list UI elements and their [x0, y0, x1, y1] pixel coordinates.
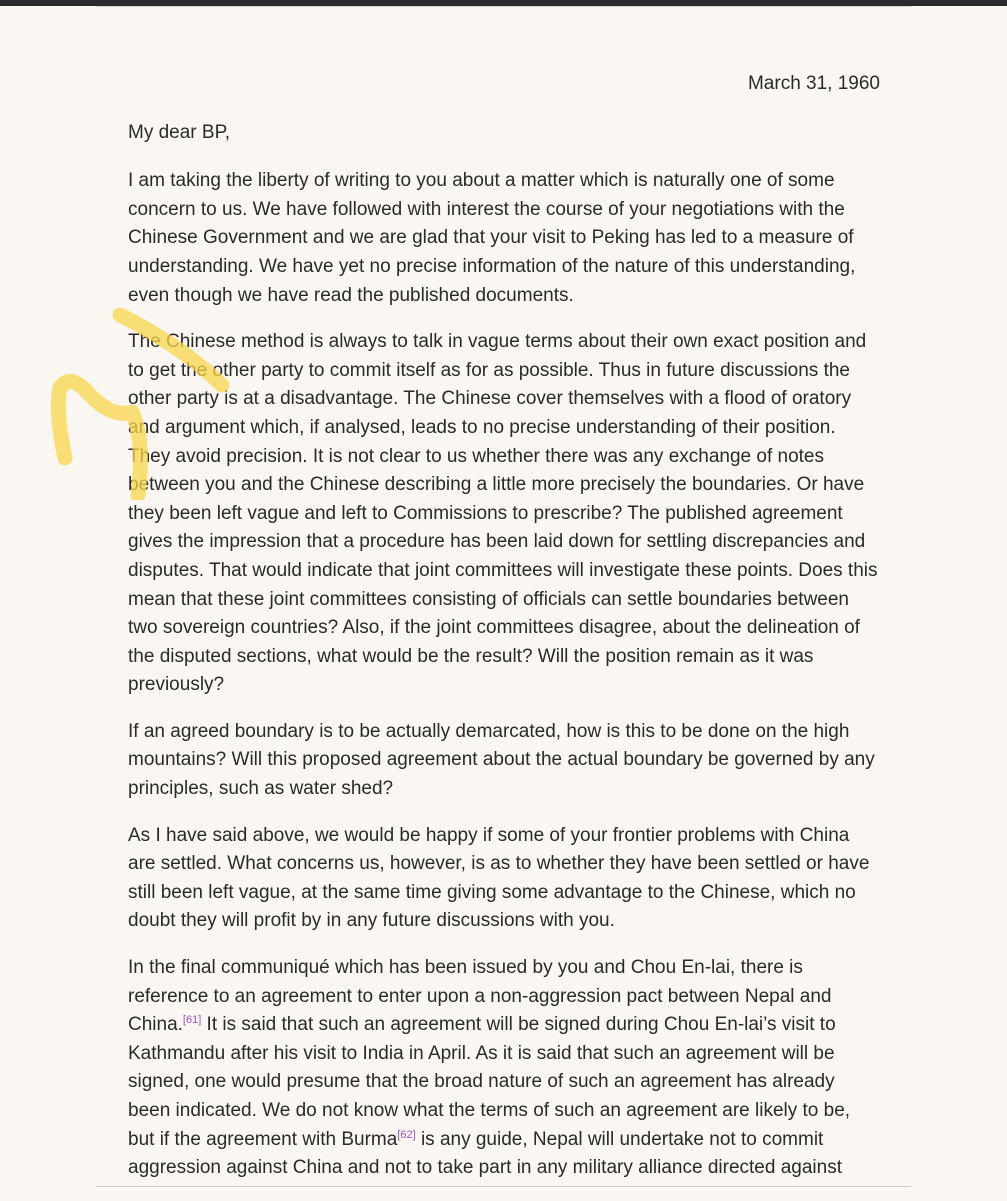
page-top-border — [96, 6, 911, 7]
letter-salutation: My dear BP, — [128, 121, 231, 143]
paragraph-5-text-3: is any guide, Nepal will undertake not to commit aggression against China and not to take part in any military alliance directed against — [128, 1128, 842, 1179]
footnote-link-62[interactable]: [62] — [397, 1128, 416, 1141]
paragraph-5 — [128, 954, 880, 1183]
paragraph-5-text-2: It is said that such an agreement will be signed during Chou En-lai’s visit to Kathmandu after his visit to India in April. As it is said that such an agreement will be signed, one would presume that the broad nature of such an agreement has already been indicated. We do not know what the terms of such an agreement are likely to be, but if the agreement with Burma — [128, 1014, 851, 1150]
paragraph-1: I am taking the liberty of writing to you about a matter which is naturally one of some concern to us. We have followed with interest the course of your negotiations with the Chinese Government and we are glad that your visit to Peking has led to a measure of understanding. We have yet no precise information of the nature of this understanding, even though we have read the published documents. — [128, 170, 856, 306]
paragraph-4: As I have said above, we would be happy if some of your frontier problems with China are settled. What concerns us, however, is as to whether they have been settled or have still been left vague, at the same time giving some advantage to the Chinese, which no doubt they will profit by in any future discussions with you. — [128, 824, 870, 932]
footnote-link-61[interactable]: [61] — [182, 1014, 202, 1027]
letter-date: March 31, 1960 — [747, 73, 880, 94]
letter-body — [128, 70, 880, 1201]
page-bottom-border — [96, 1186, 911, 1187]
paragraph-5-text-1: In the final communiqué which has been issued by you and Chou En-lai, there is reference to an agreement to enter upon a non-aggression pact between Nepal and China. — [128, 957, 832, 1036]
paragraph-3: If an agreed boundary is to be actually demarcated, how is this to be done on the high mountains? Will this proposed agreement about the actual boundary be governed by any principles, such as water shed? — [128, 720, 875, 800]
paragraph-2: The Chinese method is always to talk in vague terms about their own exact position and to get the other party to commit itself as for as possible. Thus in future discussions the other party is at a disadvantage. The Chinese cover themselves with a flood of oratory and argument which, if analysed, leads to no precise understanding of their position. They avoid precision. It is not clear to us whether there was any exchange of notes between you and the Chinese describing a little more precisely the boundaries. Or have they been left vague and left to Commissions to prescribe? The published agreement gives the impression that a procedure has been laid down for settling discrepancies and disputes. That would indicate that joint committees will investigate these points. Does this mean that these joint committees consisting of officials can settle boundaries between two sovereign countries? Also, if the joint committees disagree, about the delineation of the disputed sections, what would be the result? Will the position remain as it was previously? — [128, 331, 878, 696]
